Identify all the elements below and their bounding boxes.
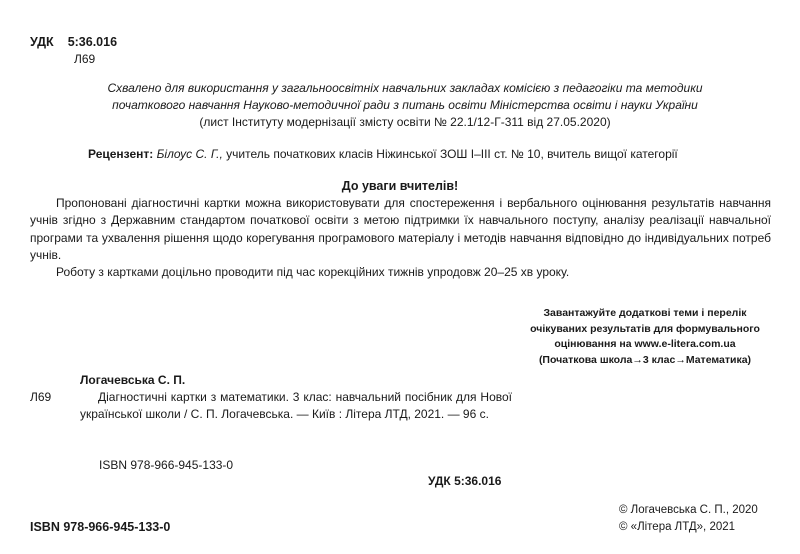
- copyright-block: [619, 502, 758, 536]
- copyright-author: © Логачевська С. П., 2020: [619, 504, 758, 516]
- approval-line-3: (лист Інституту модернізації змісту освіти № 22.1/12-Г-311 від 27.05.2020): [199, 115, 611, 129]
- catalog-isbn: ISBN 978-966-945-133-0: [99, 458, 234, 472]
- approval-line-1: Схвалено для використання у загальноосвітніх навчальних закладах комісією з педагогіки та методики: [107, 81, 703, 95]
- reviewer-name: Білоус С. Г.,: [156, 147, 223, 161]
- catalog-description: [80, 389, 512, 423]
- notice-paragraph-2: Роботу з картками доцільно проводити під час корекційних тижнів упродовж 20–25 хв уроку.: [56, 265, 570, 280]
- footer-isbn: ISBN 978-966-945-133-0: [30, 520, 171, 534]
- approval-statement: [40, 80, 770, 131]
- catalog-description-text: Діагностичні картки з математики. 3 клас: навчальний посібник для Нової української школи / С. П. Логачевська. — Київ : Літера ЛТД, 2021. — 96 с.: [80, 390, 512, 421]
- download-line-2: очікуваних результатів для формувального: [530, 322, 760, 335]
- notice-paragraph-1: Пропоновані діагностичні картки можна використовувати для спостереження і вербального оцінювання результатів навчання учнів згідно з Державним стандартом початкової освіти з метою підтримки їх навчального поступу, аналізу реалізації навчальної програми та ухвалення рішення щодо корегування програмового матеріалу і методів навчання відповідно до індивідуальних потреб учнів.: [30, 196, 771, 262]
- index-code: Л69: [74, 52, 96, 66]
- catalog-index-code: Л69: [30, 390, 52, 404]
- catalog-author: Логачевська С. П.: [80, 373, 186, 387]
- download-line-1: Завантажуйте додаткові теми і перелік: [543, 307, 747, 319]
- notice-title: До уваги вчителів!: [341, 179, 459, 193]
- udk-header: [30, 34, 117, 50]
- download-line-4: (Початкова школа→3 клас→Математика): [538, 353, 752, 366]
- notice-body: [30, 195, 771, 281]
- download-info: [520, 306, 770, 368]
- reviewer-details: учитель початкових класів Ніжинської ЗОШ І–ІІІ ст. № 10, вчитель вищої категорії: [222, 147, 678, 161]
- catalog-udk: УДК 5:36.016: [428, 474, 502, 488]
- copyright-publisher: © «Літера ЛТД», 2021: [619, 521, 736, 533]
- reviewer-line: [88, 147, 678, 163]
- reviewer-label: Рецензент:: [88, 147, 154, 161]
- udk-label: УДК: [30, 35, 54, 49]
- download-line-3: оцінювання на www.e-litera.com.ua: [554, 338, 736, 350]
- approval-line-2: початкового навчання Науково-методичної ради з питань освіти Міністерства освіти і науки України: [112, 98, 698, 112]
- udk-code: 5:36.016: [67, 35, 118, 49]
